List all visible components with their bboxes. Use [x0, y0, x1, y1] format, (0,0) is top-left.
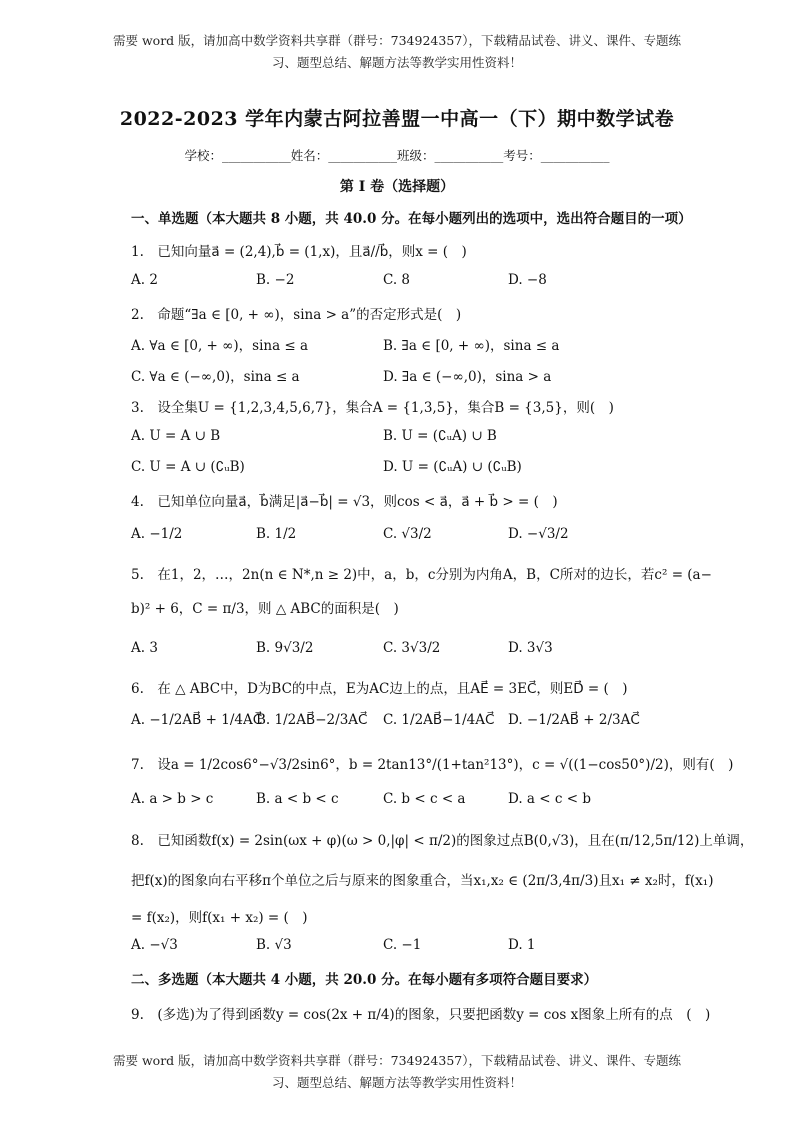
q5-option-a: A. 3: [131, 640, 158, 656]
question-2-stem: 2. 命题“∃a ∈ [0, + ∞)，sina > a”的否定形式是( ): [131, 307, 462, 323]
q8-option-a: A. −√3: [131, 937, 178, 953]
banner-line-1: 需要 word 版，请加高中数学资料共享群（群号：734924357），下载精品试卷、讲义、课件、专题练: [113, 33, 681, 48]
q4-option-c: C. √3/2: [383, 526, 432, 542]
student-info-line: 学校：___________姓名：___________班级：___________考号：___________: [184, 148, 610, 163]
q6-option-a: A. −1/2AB⃗ + 1/4AC⃗: [131, 712, 263, 728]
question-3-stem: 3. 设全集U = {1,2,3,4,5,6,7}，集合A = {1,3,5}，集合B = {3,5}，则( ): [131, 400, 614, 416]
banner-line-2: 习、题型总结、解题方法等教学实用性资料！: [271, 1075, 522, 1090]
exam-title: 2022-2023 学年内蒙古阿拉善盟一中高一（下）期中数学试卷: [119, 108, 675, 130]
question-6-stem: 6. 在 △ ABC中，D为BC的中点，E为AC边上的点，且AE⃗ = 3EC⃗，则ED⃗ = ( ): [131, 681, 628, 697]
question-8-stem-line-2: 把f(x)的图象向右平移π个单位之后与原来的图象重合，当x₁,x₂ ∈ (2π/3,4π/3)且x₁ ≠ x₂时，f(x₁): [131, 873, 714, 889]
q2-option-c: C. ∀a ∈ (−∞,0)，sina ≤ a: [131, 369, 300, 385]
q6-option-d: D. −1/2AB⃗ + 2/3AC⃗: [508, 712, 640, 728]
question-5-stem-line-1: 5. 在1，2，…，2n(n ∈ N*,n ≥ 2)中，a，b，c分别为内角A，B，C所对的边长，若c² = (a−: [131, 567, 712, 583]
section-2-heading: 二、多选题（本大题共 4 小题，共 20.0 分。在每小题有多项符合题目要求）: [131, 972, 598, 988]
q4-option-b: B. 1/2: [256, 526, 297, 542]
q1-option-a: A. 2: [131, 272, 158, 288]
q7-option-c: C. b < c < a: [383, 791, 466, 807]
q3-option-d: D. U = (∁ᵤA) ∪ (∁ᵤB): [383, 459, 522, 475]
q1-option-d: D. −8: [508, 272, 547, 288]
q6-option-c: C. 1/2AB⃗−1/4AC⃗: [383, 712, 495, 728]
q3-option-b: B. U = (∁ᵤA) ∪ B: [383, 428, 497, 444]
question-8-stem-line-3: = f(x₂)，则f(x₁ + x₂) = ( ): [131, 910, 308, 926]
q8-option-c: C. −1: [383, 937, 422, 953]
q3-option-c: C. U = A ∪ (∁ᵤB): [131, 459, 245, 475]
bottom-banner: [90, 1050, 704, 1094]
banner-line-1: 需要 word 版，请加高中数学资料共享群（群号：734924357），下载精品试卷、讲义、课件、专题练: [113, 1053, 681, 1068]
q5-option-b: B. 9√3/2: [256, 640, 314, 656]
question-1-stem: 1. 已知向量a⃗ = (2,4),b⃗ = (1,x)，且a⃗//b⃗，则x = ( ): [131, 244, 467, 260]
q1-option-c: C. 8: [383, 272, 411, 288]
q7-option-b: B. a < b < c: [256, 791, 339, 807]
question-4-stem: 4. 已知单位向量a⃗，b⃗满足|a⃗−b⃗| = √3，则cos < a⃗，a⃗ + b⃗ > = ( ): [131, 494, 558, 510]
question-5-stem-line-2: b)² + 6，C = π/3，则 △ ABC的面积是( ): [131, 601, 399, 617]
question-7-stem: 7. 设a = 1/2cos6°−√3/2sin6°，b = 2tan13°/(1+tan²13°)，c = √((1−cos50°)/2)，则有( ): [131, 757, 734, 773]
top-banner: [90, 30, 704, 74]
section-1-heading: 一、单选题（本大题共 8 小题，共 40.0 分。在每小题列出的选项中，选出符合题目的一项）: [131, 211, 692, 227]
question-9-stem: 9. (多选)为了得到函数y = cos(2x + π/4)的图象，只要把函数y = cos x图象上所有的点 ( ): [131, 1007, 711, 1023]
question-8-stem-line-1: 8. 已知函数f(x) = 2sin(ωx + φ)(ω > 0,|φ| < π/2)的图象过点B(0,√3)，且在(π/12,5π/12)上单调，: [131, 833, 754, 849]
q3-option-a: A. U = A ∪ B: [131, 428, 221, 444]
q7-option-d: D. a < c < b: [508, 791, 591, 807]
banner-line-2: 习、题型总结、解题方法等教学实用性资料！: [271, 55, 522, 70]
q5-option-d: D. 3√3: [508, 640, 553, 656]
volume-heading: 第 I 卷（选择题）: [339, 179, 455, 195]
q5-option-c: C. 3√3/2: [383, 640, 441, 656]
q4-option-a: A. −1/2: [131, 526, 183, 542]
q2-option-a: A. ∀a ∈ [0, + ∞)，sina ≤ a: [131, 338, 309, 354]
q7-option-a: A. a > b > c: [131, 791, 214, 807]
q6-option-b: B. 1/2AB⃗−2/3AC⃗: [256, 712, 368, 728]
q8-option-d: D. 1: [508, 937, 536, 953]
q2-option-d: D. ∃a ∈ (−∞,0)，sina > a: [383, 369, 552, 385]
q4-option-d: D. −√3/2: [508, 526, 569, 542]
q2-option-b: B. ∃a ∈ [0, + ∞)，sina ≤ a: [383, 338, 560, 354]
q8-option-b: B. √3: [256, 937, 292, 953]
q1-option-b: B. −2: [256, 272, 295, 288]
